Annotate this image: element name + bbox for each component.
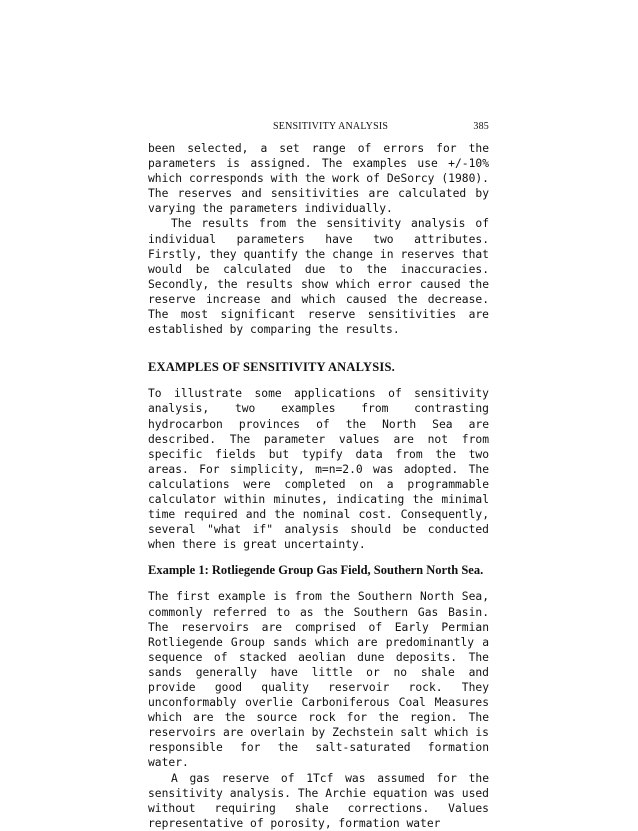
- page-number: 385: [473, 121, 489, 132]
- subsection-heading: Example 1: Rotliegende Group Gas Field, Southern North Sea.: [148, 563, 484, 578]
- paragraph-4: The first example is from the Southern North Sea, commonly referred to as the Southern Gas Basin. The reservoirs are comprised of Early Permian Rotliegende Group sands which are predominantly a sequence of stacked aeolian dune deposits. The sands generally have little or no shale and provide good quality reservoir rock. They unconformably overlie Carboniferous Coal Measures which are the source rock for the region. The reservoirs are overlain by Zechstein salt which is responsible for the salt-saturated formation water.: [148, 590, 489, 770]
- paragraph-1: been selected, a set range of errors for the parameters is assigned. The examples use +/-10% which corresponds with the work of DeSorcy (1980). The reserves and sensitivities are calculated by varying the parameters individually.: [148, 142, 489, 216]
- paragraph-5: A gas reserve of 1Tcf was assumed for the sensitivity analysis. The Archie equation was used without requiring shale corrections. Values representative of porosity, formation water: [148, 771, 489, 830]
- running-head: SENSITIVITY ANALYSIS: [273, 121, 389, 132]
- paragraph-3: To illustrate some applications of sensitivity analysis, two examples from contrasting hydrocarbon provinces of the North Sea are described. The parameter values are not from specific fields but typify data from the two areas. For simplicity, m=n=2.0 was adopted. The calculations were completed on a programmable calculator within minutes, indicating the minimal time required and the nominal cost. Consequently, several "what if" analysis should be conducted when there is great uncertainty.: [148, 387, 489, 552]
- body-text: [148, 141, 489, 831]
- page-header: [148, 121, 489, 135]
- section-heading: EXAMPLES OF SENSITIVITY ANALYSIS.: [148, 360, 395, 375]
- paragraph-2: The results from the sensitivity analysis of individual parameters have two attributes. Firstly, they quantify the change in reserves that would be calculated due to the inaccuracies. Secondly, the results show which error caused the reserve increase and which caused the decrease. The most significant reserve sensitivities are established by comparing the results.: [148, 217, 489, 337]
